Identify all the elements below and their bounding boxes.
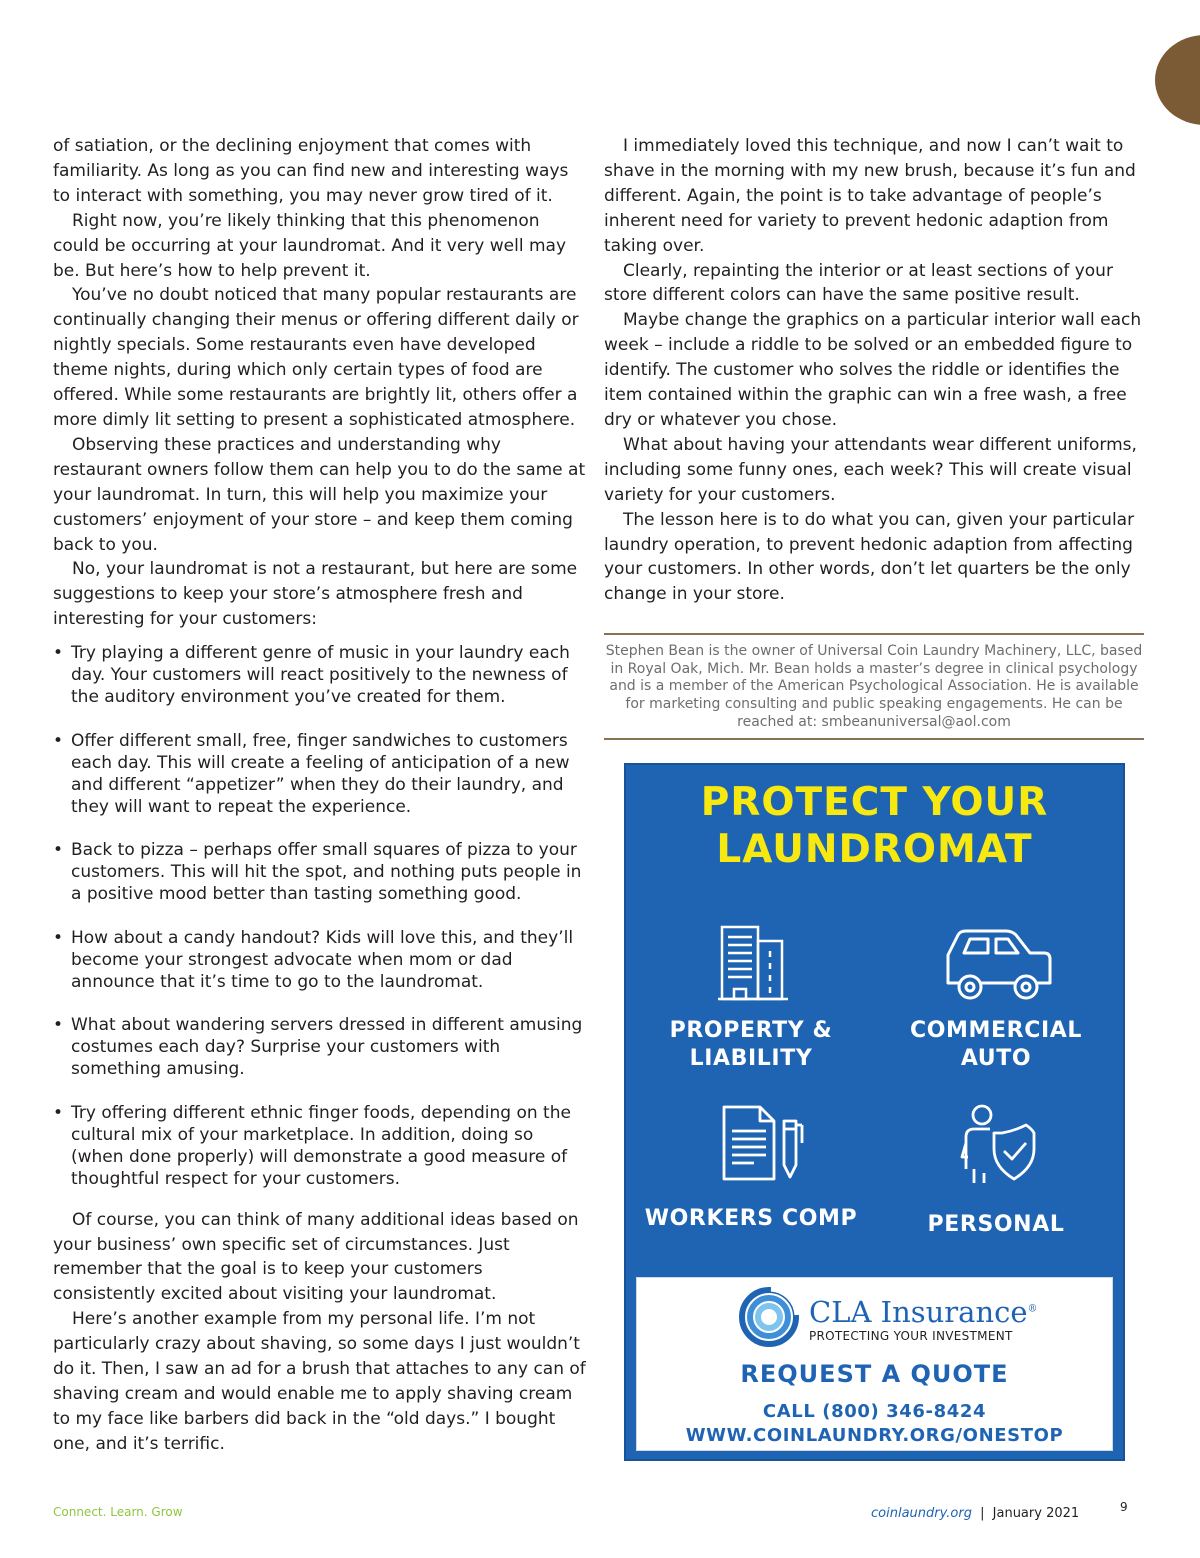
bullet-icon: • (53, 1015, 64, 1036)
building-icon (718, 923, 788, 1003)
logo-wordmark (809, 1295, 1038, 1329)
paragraph: I immediately loved this technique, and now I can’t wait to shave in the morning with my new brush, because it’s fun and different. Again, the point is to take advantage of people’s inherent need for variety to prevent hedonic adaption from taking over. (604, 136, 1136, 256)
ad-headline-line: LAUNDROMAT (716, 827, 1033, 872)
list-item-text: How about a candy handout? Kids will love this, and they’ll become your strongest advocate when mom or dad announce that it’s time to go to the laundromat. (71, 927, 574, 992)
bullet-icon: • (53, 730, 64, 751)
logo-name: CLA Insurance (809, 1295, 1028, 1329)
insurance-advertisement[interactable] (624, 763, 1125, 1461)
list-item (53, 1014, 588, 1080)
person-shield-icon (958, 1103, 1038, 1187)
bullet-icon: • (53, 840, 64, 861)
bullet-icon: • (53, 927, 64, 948)
registered-mark: ® (1027, 1303, 1038, 1315)
paragraph: What about having your attendants wear different uniforms, including some funny ones, each week? This will create visual variety for your customers. (604, 434, 1137, 505)
list-item-text: What about wandering servers dressed in different amusing costumes each day? Surprise your customers with something amusing. (71, 1015, 583, 1080)
ad-item-personal (876, 1211, 1116, 1239)
logo-tagline: PROTECTING YOUR INVESTMENT (809, 1329, 1013, 1343)
ad-item-label: PERSONAL (927, 1212, 1065, 1237)
paragraph: Of course, you can think of many additional ideas based on your business’ own specific set of circumstances. Just remember that the goal is to keep your customers consistently excited about visiting your laundromat. (53, 1209, 579, 1305)
ad-item-label: COMMERCIAL (910, 1018, 1082, 1043)
paragraph: of satiation, or the declining enjoyment that comes with familiarity. As long as you can find new and interesting ways to interact with something, you may never grow tired of it. (53, 136, 569, 206)
paragraph: Maybe change the graphics on a particular interior wall each week – include a riddle to be solved or an embedded figure to identify. The customer who solves the riddle or identifies the item contained within the graphic can win a free wash, a free dry or whatever you chose. (604, 310, 1142, 430)
page-tab-decoration (1155, 35, 1200, 125)
ad-item-workers-comp (631, 1205, 871, 1233)
car-icon (944, 925, 1054, 1003)
page-number: 9 (1120, 1500, 1128, 1514)
paragraph: Observing these practices and understanding why restaurant owners follow them can help you to do the same at your laundromat. In turn, this will help you maximize your customers’ enjoyment of your store – and keep them coming back to you. (53, 434, 586, 555)
paragraph: No, your laundromat is not a restaurant, but here are some suggestions to keep your store’s atmosphere fresh and interesting for your customers: (53, 559, 578, 630)
paragraph: You’ve no doubt noticed that many popular restaurants are continually changing their menus or offering different daily or nightly specials. Some restaurants even have developed theme nights, during which only certain types of food are offered. While some restaurants are brightly lit, others offer a more dimly lit setting to present a sophisticated atmosphere. (53, 285, 579, 430)
ad-item-label: AUTO (960, 1046, 1032, 1071)
list-item-text: Try offering different ethnic finger foods, depending on the cultural mix of your marketplace. In addition, doing so (when done properly) will demonstrate a good measure of thoughtful respect for your customers. (71, 1102, 571, 1189)
list-item (53, 642, 588, 708)
suggestion-list (53, 642, 588, 1190)
document-pen-icon (720, 1103, 810, 1183)
ad-item-label: PROPERTY & (669, 1018, 833, 1043)
request-quote-button[interactable]: REQUEST A QUOTE (740, 1360, 1009, 1388)
left-column (53, 134, 588, 1457)
list-item (53, 1102, 588, 1190)
ad-item-commercial-auto (876, 1017, 1116, 1073)
right-column (604, 134, 1144, 740)
list-item-text: Try playing a different genre of music in your laundry each day. Your customers will react positively to the newness of the auditory environment you’ve created for them. (71, 643, 570, 708)
ad-item-property-liability (631, 1017, 871, 1073)
list-item (53, 839, 588, 905)
footer-site-link[interactable]: coinlaundry.org (871, 1506, 972, 1521)
ad-item-label: WORKERS COMP (644, 1206, 858, 1231)
ad-quote-panel (636, 1277, 1113, 1451)
paragraph: The lesson here is to do what you can, given your particular laundry operation, to prevent hedonic adaption from affecting your customers. In other words, don’t let quarters be the only change in your store. (604, 509, 1135, 605)
ad-headline-line: PROTECT YOUR (700, 780, 1049, 825)
list-item (53, 730, 588, 818)
paragraph: Clearly, repainting the interior or at least sections of your store different colors can have the same positive result. (604, 260, 1113, 306)
bullet-icon: • (53, 643, 64, 664)
footer-date: January 2021 (992, 1506, 1080, 1521)
paragraph: Here’s another example from my personal life. I’m not particularly crazy about shaving, so some days I just wouldn’t do it. Then, I saw an ad for a brush that attaches to any can of shaving cream and would enable me to apply shaving cream to my face like barbers did back in the “old days.” I bought one, and it’s terrific. (53, 1309, 586, 1454)
website-link[interactable]: WWW.COINLAUNDRY.ORG/ONESTOP (685, 1425, 1064, 1446)
footer-tagline: Connect. Learn. Grow (53, 1505, 183, 1519)
phone-link[interactable]: CALL (800) 346-8424 (762, 1401, 987, 1422)
list-item-text: Back to pizza – perhaps offer small squares of pizza to your customers. This will hit the spot, and nothing puts people in a positive mood better than tasting something good. (71, 840, 582, 905)
bullet-icon: • (53, 1102, 64, 1123)
footer-meta (871, 1506, 1079, 1521)
footer-separator: | (980, 1506, 985, 1521)
list-item-text: Offer different small, free, finger sandwiches to customers each day. This will create a feeling of anticipation of a new and different “appetizer” when they do their laundry, and they will want to repeat the experience. (71, 730, 570, 817)
paragraph: Right now, you’re likely thinking that this phenomenon could be occurring at your laundromat. And it very well may be. But here’s how to help prevent it. (53, 210, 567, 281)
ad-item-label: LIABILITY (689, 1046, 813, 1071)
ad-headline (626, 779, 1123, 873)
cla-logo-icon (737, 1285, 801, 1349)
list-item (53, 927, 588, 993)
author-bio: Stephen Bean is the owner of Universal Coin Laundry Machinery, LLC, based in Royal Oak, Mich. Mr. Bean holds a master’s degree in clinical psychology and is a member of the American Psychological Association. He is available for marketing consulting and public speaking engagements. He can be reached at: smbeanuniversal@aol.com (604, 633, 1144, 740)
